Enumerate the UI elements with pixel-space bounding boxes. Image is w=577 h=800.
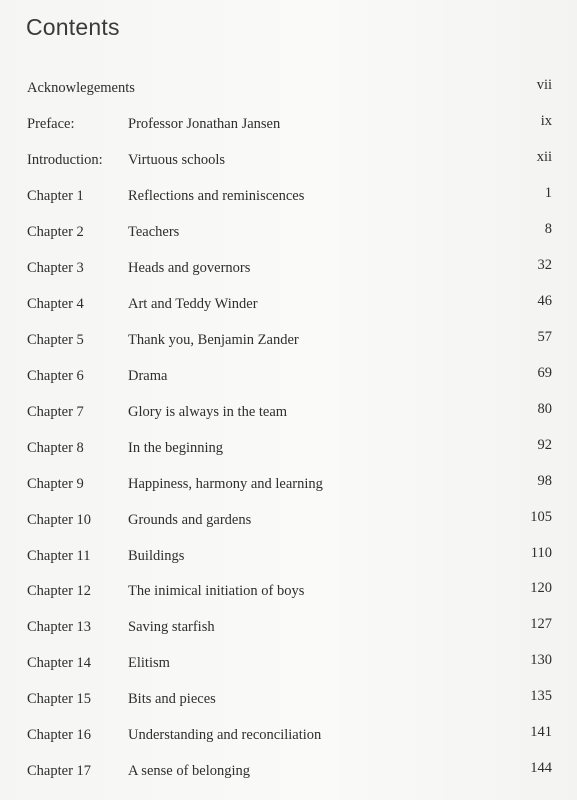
toc-entry-chapter-2 xyxy=(0,221,577,248)
toc-entry-label: Chapter 13 xyxy=(27,619,92,635)
toc-entry-heading: Virtuous schools xyxy=(128,152,226,168)
toc-entry-chapter-14 xyxy=(0,652,577,679)
toc-entry-page: 130 xyxy=(530,652,552,668)
toc-entry-label: Chapter 2 xyxy=(27,224,84,240)
toc-entry-page: 135 xyxy=(530,688,552,704)
toc-entry-chapter-5 xyxy=(0,329,577,356)
toc-entry-label: Chapter 6 xyxy=(27,368,84,384)
toc-entry-introduction xyxy=(0,149,577,176)
toc-entry-chapter-1 xyxy=(0,185,577,212)
toc-entry-chapter-8 xyxy=(0,437,577,464)
toc-entry-page: 57 xyxy=(537,329,552,345)
toc-entry-chapter-12 xyxy=(0,580,577,607)
toc-entry-page: 80 xyxy=(537,401,552,417)
toc-entry-page: ix xyxy=(540,113,552,129)
toc-entry-preface xyxy=(0,113,577,140)
toc-entry-page: 92 xyxy=(537,437,552,453)
toc-entry-label: Chapter 1 xyxy=(27,188,84,204)
toc-entry-heading: Buildings xyxy=(128,548,185,564)
toc-entry-page: 120 xyxy=(530,580,552,596)
toc-entry-label: Chapter 5 xyxy=(27,332,84,348)
toc-entry-page: 69 xyxy=(537,365,552,381)
toc-entry-page: 46 xyxy=(537,293,552,309)
toc-entry-chapter-6 xyxy=(0,365,577,392)
toc-entry-page: vii xyxy=(536,77,552,93)
toc-entry-label: Chapter 11 xyxy=(27,548,91,564)
toc-entry-chapter-4 xyxy=(0,293,577,320)
toc-entry-heading: Professor Jonathan Jansen xyxy=(128,116,281,132)
toc-entry-label: Acknowlegements xyxy=(27,80,135,96)
toc-entry-label: Chapter 17 xyxy=(27,763,92,779)
toc-entry-heading: Bits and pieces xyxy=(128,691,216,707)
toc-entry-page: 98 xyxy=(537,473,552,489)
toc-entry-chapter-15 xyxy=(0,688,577,715)
toc-entry-label: Chapter 8 xyxy=(27,440,84,456)
toc-entry-chapter-16 xyxy=(0,724,577,751)
toc-entry-heading: The inimical initiation of boys xyxy=(128,583,305,599)
toc-entry-page: 1 xyxy=(544,185,552,201)
toc-entry-heading: Heads and governors xyxy=(128,260,251,276)
toc-entry-label: Chapter 14 xyxy=(27,655,92,671)
toc-entry-page: xii xyxy=(536,149,552,165)
toc-entry-label: Chapter 10 xyxy=(27,512,92,528)
toc-entry-heading: A sense of belonging xyxy=(128,763,251,779)
toc-entry-label: Chapter 7 xyxy=(27,404,84,420)
toc-entry-label: Chapter 15 xyxy=(27,691,92,707)
toc-entry-heading: Understanding and reconciliation xyxy=(128,727,322,743)
toc-entry-acknowledgements xyxy=(0,77,577,104)
toc-entry-chapter-7 xyxy=(0,401,577,428)
toc-entry-heading: Reflections and reminiscences xyxy=(128,188,305,204)
toc-entry-label: Chapter 9 xyxy=(27,476,84,492)
toc-entry-heading: Elitism xyxy=(128,655,170,671)
toc-entry-heading: Grounds and gardens xyxy=(128,512,252,528)
toc-entry-heading: In the beginning xyxy=(128,440,224,456)
toc-entry-chapter-3 xyxy=(0,257,577,284)
toc-entry-heading: Drama xyxy=(128,368,168,384)
toc-entry-page: 110 xyxy=(530,545,552,561)
toc-entry-label: Preface: xyxy=(27,116,75,132)
toc-entry-label: Introduction: xyxy=(27,152,103,168)
toc-entry-heading: Glory is always in the team xyxy=(128,404,288,420)
toc-entry-chapter-10 xyxy=(0,509,577,536)
toc-entry-heading: Art and Teddy Winder xyxy=(128,296,258,312)
toc-entry-chapter-9 xyxy=(0,473,577,500)
toc-entry-heading: Saving starfish xyxy=(128,619,215,635)
toc-entry-page: 144 xyxy=(530,760,552,776)
toc-entry-chapter-13 xyxy=(0,616,577,643)
toc-entry-label: Chapter 4 xyxy=(27,296,84,312)
toc-entry-page: 141 xyxy=(530,724,552,740)
toc-entry-page: 127 xyxy=(530,616,552,632)
toc-entry-chapter-11 xyxy=(0,545,577,572)
toc-entry-page: 32 xyxy=(537,257,552,273)
toc-entry-label: Chapter 12 xyxy=(27,583,92,599)
page-title: Contents xyxy=(26,14,120,40)
toc-entry-chapter-17 xyxy=(0,760,577,787)
toc-entry-heading: Happiness, harmony and learning xyxy=(128,476,323,492)
toc-entry-page: 8 xyxy=(544,221,552,237)
toc-entry-label: Chapter 3 xyxy=(27,260,84,276)
toc-entry-heading: Teachers xyxy=(128,224,180,240)
toc-entry-label: Chapter 16 xyxy=(27,727,92,743)
toc-entry-page: 105 xyxy=(530,509,552,525)
toc-entry-heading: Thank you, Benjamin Zander xyxy=(128,332,299,348)
